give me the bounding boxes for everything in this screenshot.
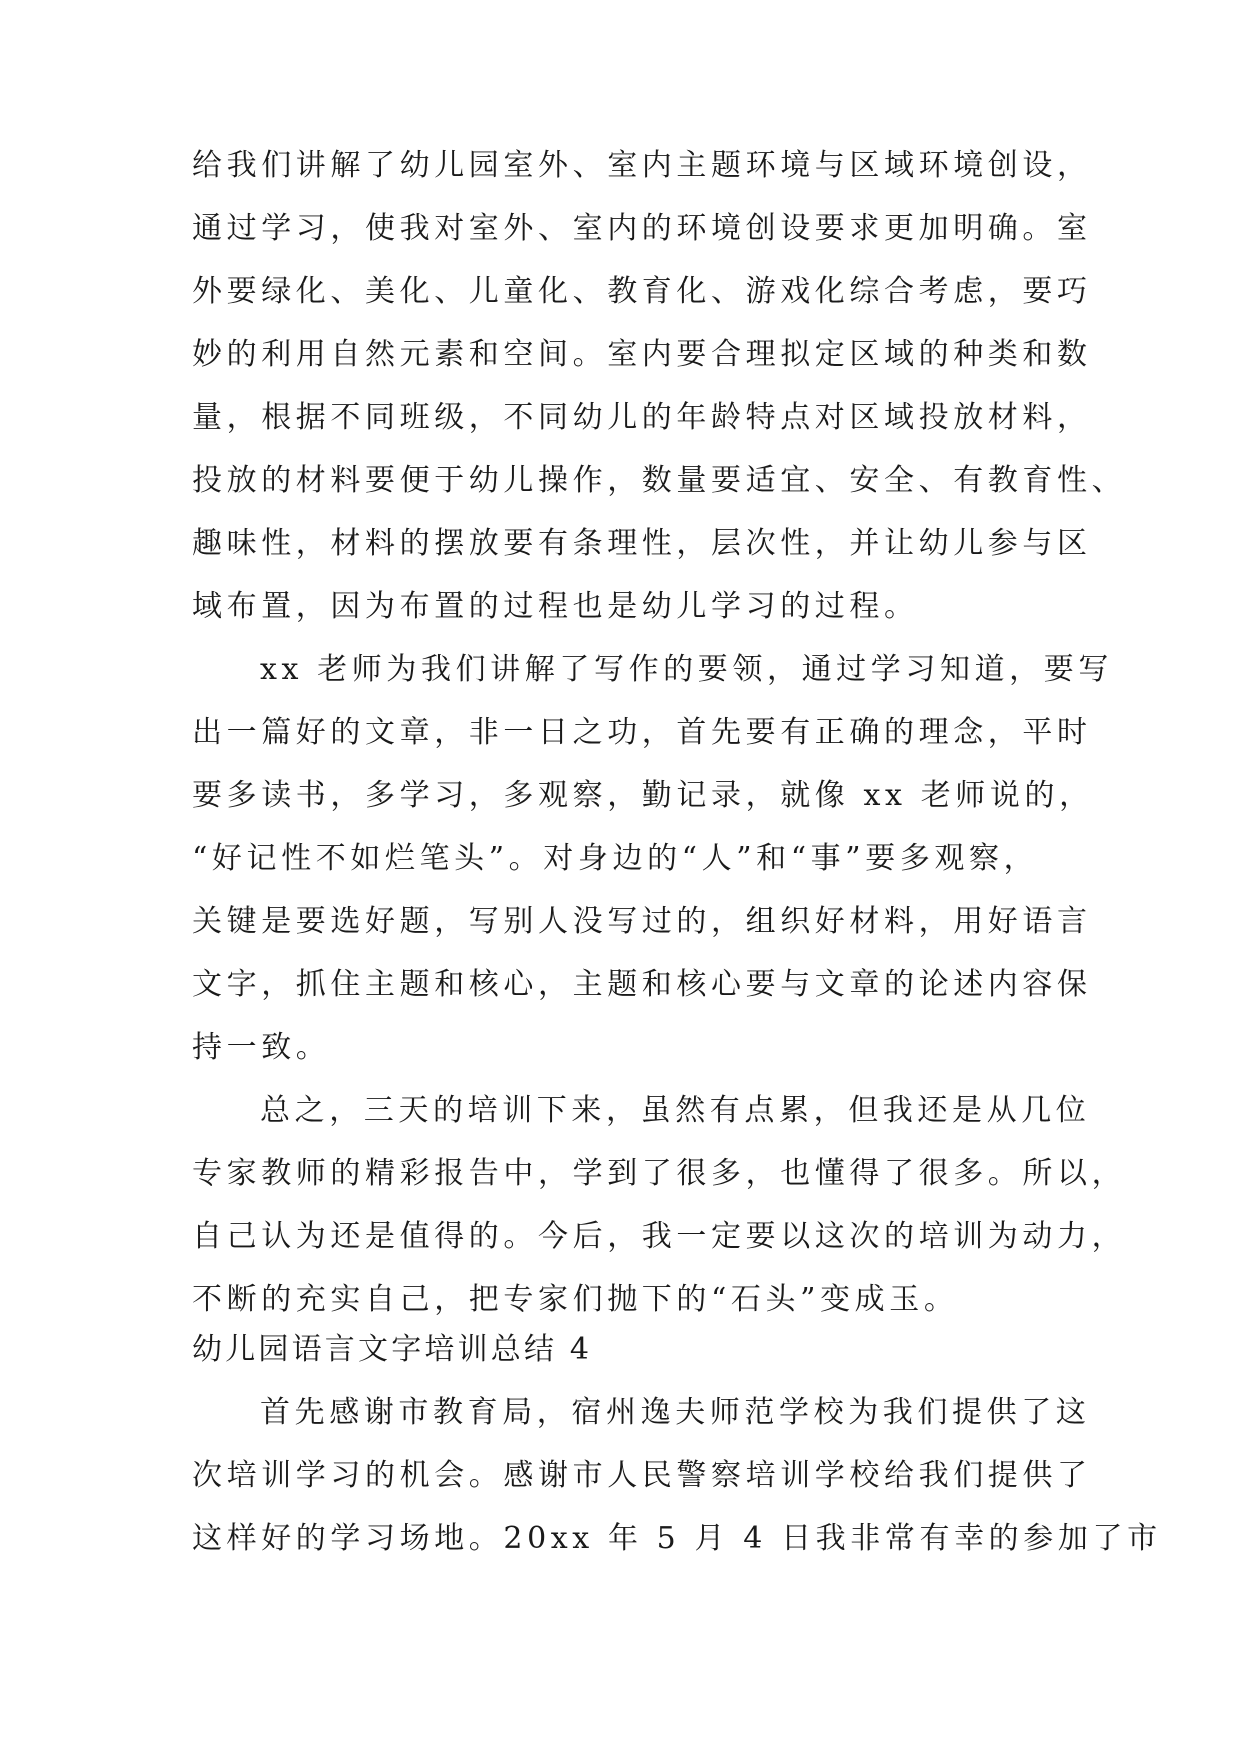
paragraph-writing-tips <box>192 638 1113 1079</box>
paragraph-line: 通过学习，使我对室外、室内的环境创设要求更加明确。室 <box>192 211 1092 246</box>
paragraph-line: 自己认为还是值得的。今后，我一定要以这次的培训为动力， <box>192 1219 1127 1254</box>
paragraph-line: 这样好的学习场地。20xx 年 5 月 4 日我非常有幸的参加了市 <box>192 1521 1162 1556</box>
paragraph-line: 妙的利用自然元素和空间。室内要合理拟定区域的种类和数 <box>192 337 1092 372</box>
paragraph-line: 域布置，因为布置的过程也是幼儿学习的过程。 <box>192 589 919 624</box>
paragraph-line: 趣味性，材料的摆放要有条理性，层次性，并让幼儿参与区 <box>192 526 1092 561</box>
paragraph-line: 专家教师的精彩报告中，学到了很多，也懂得了很多。所以， <box>192 1156 1127 1191</box>
paragraph-conclusion <box>192 1079 1127 1331</box>
paragraph-line: 投放的材料要便于幼儿操作，数量要适宜、安全、有教育性、 <box>192 463 1127 498</box>
section-heading: 幼儿园语言文字培训总结 4 <box>192 1332 593 1367</box>
paragraph-line: 量，根据不同班级，不同幼儿的年龄特点对区域投放材料， <box>192 400 1092 435</box>
paragraph-line: 文字，抓住主题和核心，主题和核心要与文章的论述内容保 <box>192 967 1092 1002</box>
paragraph-line: 要多读书，多学习，多观察，勤记录，就像 xx 老师说的， <box>192 778 1094 813</box>
paragraph-line: “好记性不如烂笔头”。对身边的“人”和“事”要多观察， <box>192 841 1039 876</box>
paragraph-line: 出一篇好的文章，非一日之功，首先要有正确的理念，平时 <box>192 715 1092 750</box>
paragraph-line: 不断的充实自己，把专家们抛下的“石头”变成玉。 <box>192 1282 959 1317</box>
paragraph-line: 给我们讲解了幼儿园室外、室内主题环境与区域环境创设， <box>192 148 1092 183</box>
paragraph-line: 持一致。 <box>192 1030 331 1065</box>
paragraph-line: 关键是要选好题，写别人没写过的，组织好材料，用好语言 <box>192 904 1092 939</box>
paragraph-line: 外要绿化、美化、儿童化、教育化、游戏化综合考虑，要巧 <box>192 274 1092 309</box>
paragraph-environment-creation <box>192 134 1127 638</box>
paragraph-line: 总之，三天的培训下来，虽然有点累，但我还是从几位 <box>260 1093 1091 1128</box>
paragraph-line: 首先感谢市教育局，宿州逸夫师范学校为我们提供了这 <box>260 1395 1091 1430</box>
paragraph-line: xx 老师为我们讲解了写作的要领，通过学习知道，要写 <box>260 652 1113 687</box>
paragraph-acknowledgement <box>192 1381 1162 1570</box>
paragraph-line: 次培训学习的机会。感谢市人民警察培训学校给我们提供了 <box>192 1458 1092 1493</box>
